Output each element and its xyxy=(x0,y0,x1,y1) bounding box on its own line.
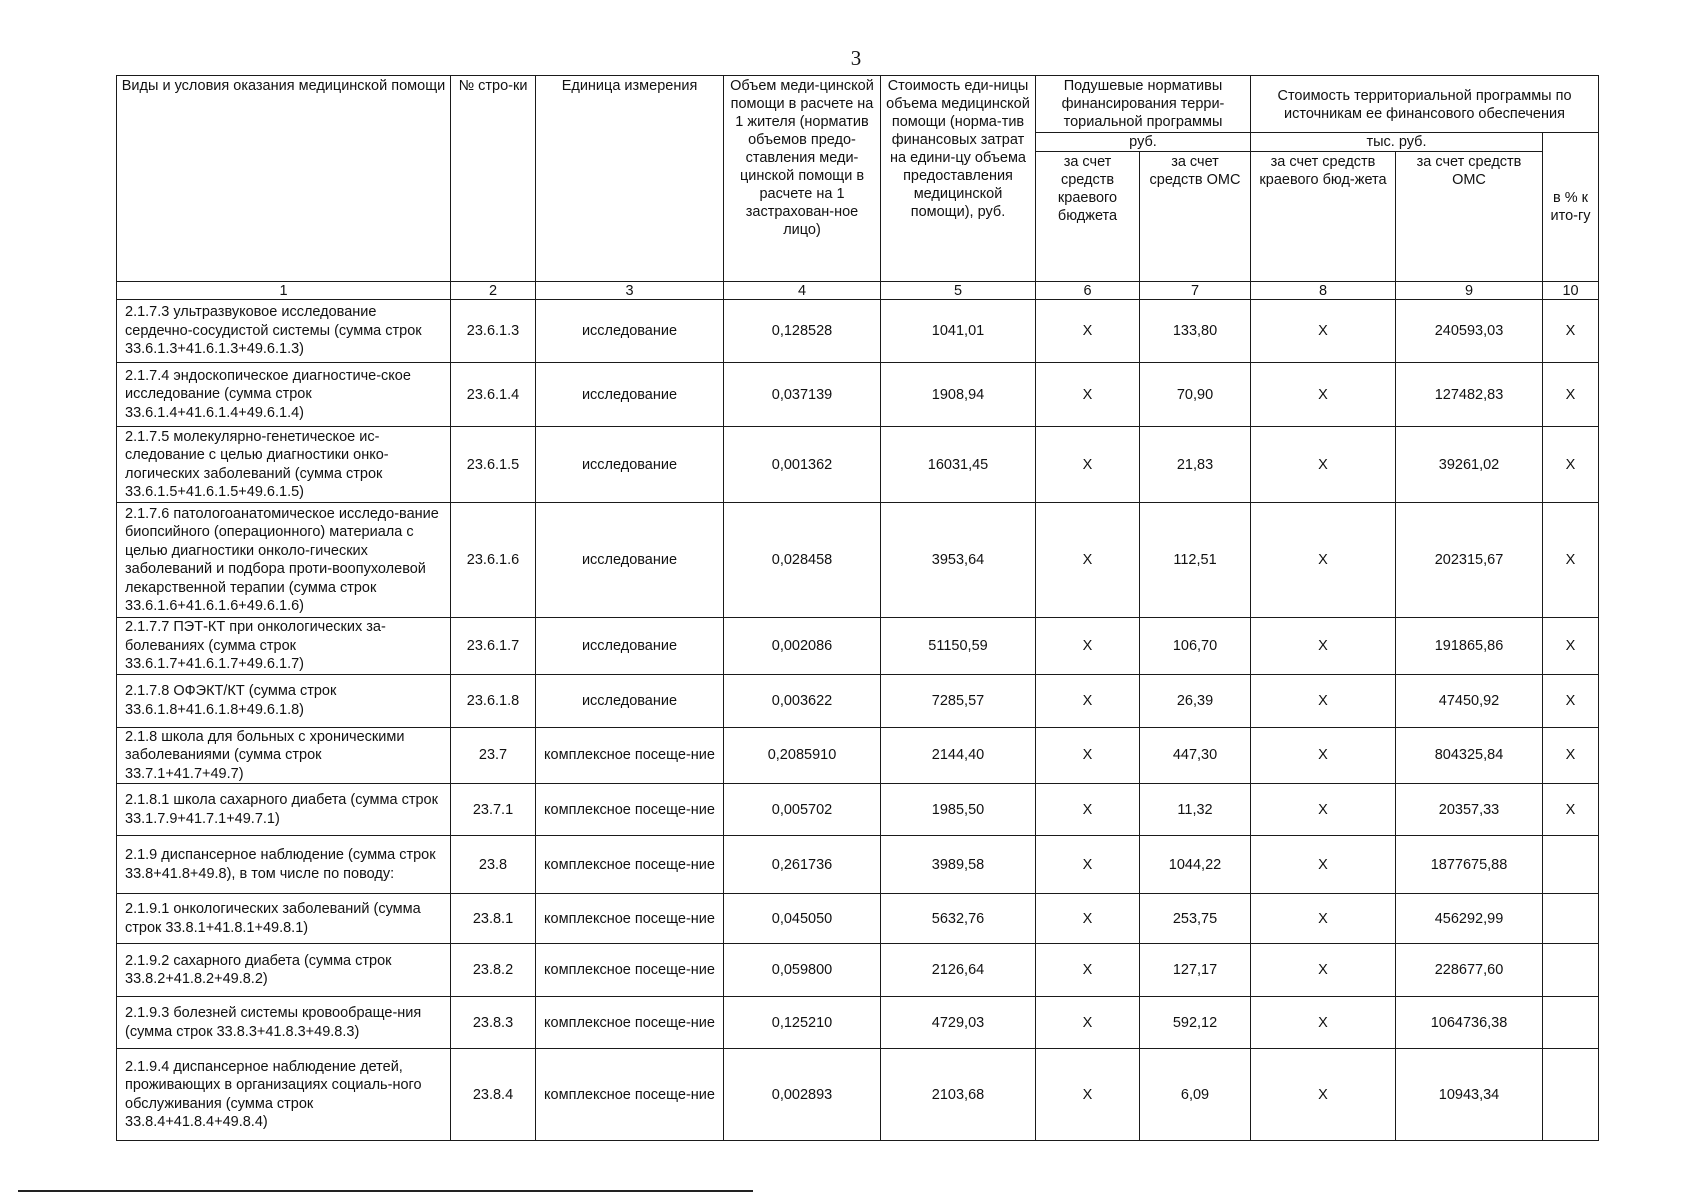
row-oms-cost: 456292,99 xyxy=(1396,894,1543,944)
row-volume: 0,2085910 xyxy=(724,727,881,784)
row-description: 2.1.7.6 патологоанатомическое исследо-вание биопсийного (операционного) материала с целью диагностики онколо-гических заболеваний и подбора проти-воопухолевой лекарственной терапии (сумма строк 33.6.1.6+41.6.1.6+49.6.1.6) xyxy=(117,503,451,618)
row-percent: Х xyxy=(1543,618,1599,675)
row-regional-budget-cost: Х xyxy=(1251,727,1396,784)
row-regional-budget-per-capita: Х xyxy=(1036,503,1140,618)
column-number: 8 xyxy=(1251,282,1396,300)
row-percent: Х xyxy=(1543,674,1599,727)
row-unit: комплексное посеще-ние xyxy=(536,727,724,784)
row-unit-cost: 16031,45 xyxy=(881,427,1036,503)
row-number: 23.6.1.5 xyxy=(451,427,536,503)
row-number: 23.6.1.3 xyxy=(451,300,536,363)
row-regional-budget-cost: Х xyxy=(1251,894,1396,944)
table-body xyxy=(117,300,1599,1141)
table-row xyxy=(117,784,1599,836)
row-description: 2.1.8.1 школа сахарного диабета (сумма строк 33.1.7.9+41.7.1+49.7.1) xyxy=(117,784,451,836)
column-number: 6 xyxy=(1036,282,1140,300)
row-unit: комплексное посеще-ние xyxy=(536,1049,724,1141)
row-unit-cost: 5632,76 xyxy=(881,894,1036,944)
row-oms-per-capita: 127,17 xyxy=(1140,944,1251,997)
header-unit: Единица измерения xyxy=(536,76,724,282)
table-row xyxy=(117,894,1599,944)
footnote-separator xyxy=(18,1190,753,1192)
row-unit-cost: 1041,01 xyxy=(881,300,1036,363)
row-percent xyxy=(1543,894,1599,944)
table-row xyxy=(117,300,1599,363)
row-oms-cost: 127482,83 xyxy=(1396,363,1543,427)
table-row xyxy=(117,997,1599,1049)
row-regional-budget-cost: Х xyxy=(1251,784,1396,836)
row-oms-per-capita: 253,75 xyxy=(1140,894,1251,944)
row-number: 23.7.1 xyxy=(451,784,536,836)
row-unit-cost: 2144,40 xyxy=(881,727,1036,784)
table-row xyxy=(117,727,1599,784)
row-volume: 0,003622 xyxy=(724,674,881,727)
row-unit-cost: 3953,64 xyxy=(881,503,1036,618)
row-regional-budget-cost: Х xyxy=(1251,300,1396,363)
row-percent xyxy=(1543,836,1599,894)
table-header xyxy=(117,76,1599,300)
row-unit-cost: 4729,03 xyxy=(881,997,1036,1049)
row-unit-cost: 1908,94 xyxy=(881,363,1036,427)
row-oms-per-capita: 592,12 xyxy=(1140,997,1251,1049)
row-regional-budget-cost: Х xyxy=(1251,997,1396,1049)
row-description: 2.1.7.3 ультразвуковое исследование сердечно-сосудистой системы (сумма строк 33.6.1.3+41.6.1.3+49.6.1.3) xyxy=(117,300,451,363)
row-regional-budget-cost: Х xyxy=(1251,503,1396,618)
table-row xyxy=(117,1049,1599,1141)
row-number: 23.8.1 xyxy=(451,894,536,944)
row-description: 2.1.7.5 молекулярно-генетическое ис-следование с целью диагностики онко-логических заболеваний (сумма строк 33.6.1.5+41.6.1.5+49.6.1.5) xyxy=(117,427,451,503)
row-unit: комплексное посеще-ние xyxy=(536,944,724,997)
row-volume: 0,037139 xyxy=(724,363,881,427)
row-oms-cost: 10943,34 xyxy=(1396,1049,1543,1141)
row-unit: комплексное посеще-ние xyxy=(536,836,724,894)
row-oms-per-capita: 1044,22 xyxy=(1140,836,1251,894)
row-description: 2.1.9.3 болезней системы кровообраще-ния (сумма строк 33.8.3+41.8.3+49.8.3) xyxy=(117,997,451,1049)
table-row xyxy=(117,674,1599,727)
row-regional-budget-per-capita: Х xyxy=(1036,997,1140,1049)
row-regional-budget-per-capita: Х xyxy=(1036,727,1140,784)
table-row xyxy=(117,836,1599,894)
row-regional-budget-per-capita: Х xyxy=(1036,300,1140,363)
row-volume: 0,002086 xyxy=(724,618,881,675)
row-unit-cost: 51150,59 xyxy=(881,618,1036,675)
row-oms-per-capita: 21,83 xyxy=(1140,427,1251,503)
table-row xyxy=(117,363,1599,427)
row-percent xyxy=(1543,997,1599,1049)
row-unit-cost: 7285,57 xyxy=(881,674,1036,727)
row-unit: исследование xyxy=(536,363,724,427)
row-number: 23.8.3 xyxy=(451,997,536,1049)
row-volume: 0,125210 xyxy=(724,997,881,1049)
row-number: 23.8.2 xyxy=(451,944,536,997)
row-regional-budget-cost: Х xyxy=(1251,618,1396,675)
row-oms-per-capita: 6,09 xyxy=(1140,1049,1251,1141)
row-regional-budget-per-capita: Х xyxy=(1036,618,1140,675)
row-volume: 0,059800 xyxy=(724,944,881,997)
row-regional-budget-cost: Х xyxy=(1251,427,1396,503)
row-regional-budget-cost: Х xyxy=(1251,944,1396,997)
row-number: 23.8.4 xyxy=(451,1049,536,1141)
row-volume: 0,005702 xyxy=(724,784,881,836)
row-volume: 0,261736 xyxy=(724,836,881,894)
row-oms-per-capita: 133,80 xyxy=(1140,300,1251,363)
row-oms-cost: 39261,02 xyxy=(1396,427,1543,503)
row-unit-cost: 3989,58 xyxy=(881,836,1036,894)
row-regional-budget-cost: Х xyxy=(1251,836,1396,894)
row-percent: Х xyxy=(1543,427,1599,503)
row-oms-cost: 1877675,88 xyxy=(1396,836,1543,894)
row-oms-cost: 804325,84 xyxy=(1396,727,1543,784)
table-row xyxy=(117,944,1599,997)
row-regional-budget-per-capita: Х xyxy=(1036,1049,1140,1141)
column-number: 9 xyxy=(1396,282,1543,300)
header-row-number: № стро-ки xyxy=(451,76,536,282)
row-oms-per-capita: 11,32 xyxy=(1140,784,1251,836)
row-regional-budget-per-capita: Х xyxy=(1036,427,1140,503)
header-percent: в % к ито-гу xyxy=(1543,133,1599,282)
row-number: 23.6.1.8 xyxy=(451,674,536,727)
header-per-capita-unit: руб. xyxy=(1036,133,1251,152)
table-row xyxy=(117,427,1599,503)
row-regional-budget-per-capita: Х xyxy=(1036,836,1140,894)
row-unit: исследование xyxy=(536,427,724,503)
row-oms-cost: 20357,33 xyxy=(1396,784,1543,836)
medical-care-table xyxy=(116,75,1599,1141)
row-unit: комплексное посеще-ние xyxy=(536,784,724,836)
row-description: 2.1.9 диспансерное наблюдение (сумма строк 33.8+41.8+49.8), в том числе по поводу: xyxy=(117,836,451,894)
row-description: 2.1.9.2 сахарного диабета (сумма строк 33.8.2+41.8.2+49.8.2) xyxy=(117,944,451,997)
row-oms-cost: 191865,86 xyxy=(1396,618,1543,675)
row-unit-cost: 1985,50 xyxy=(881,784,1036,836)
row-percent: Х xyxy=(1543,503,1599,618)
header-per-capita-group: Подушевые нормативы финансирования терри-ториальной программы xyxy=(1036,76,1251,133)
row-percent xyxy=(1543,944,1599,997)
row-unit: исследование xyxy=(536,674,724,727)
row-volume: 0,028458 xyxy=(724,503,881,618)
row-unit: исследование xyxy=(536,300,724,363)
row-description: 2.1.7.4 эндоскопическое диагностиче-ское исследование (сумма строк 33.6.1.4+41.6.1.4+49.6.1.4) xyxy=(117,363,451,427)
row-number: 23.8 xyxy=(451,836,536,894)
row-percent: Х xyxy=(1543,363,1599,427)
header-regional-budget-cost: за счет средств краевого бюд-жета xyxy=(1251,152,1396,282)
header-oms-cost: за счет средств ОМС xyxy=(1396,152,1543,282)
row-unit: исследование xyxy=(536,503,724,618)
row-regional-budget-cost: Х xyxy=(1251,363,1396,427)
row-regional-budget-per-capita: Х xyxy=(1036,784,1140,836)
column-number: 1 xyxy=(117,282,451,300)
row-oms-cost: 240593,03 xyxy=(1396,300,1543,363)
row-volume: 0,002893 xyxy=(724,1049,881,1141)
column-number: 4 xyxy=(724,282,881,300)
header-unit-cost: Стоимость еди-ницы объема медицинской помощи (норма-тив финансовых затрат на едини-цу объема предоставления медицинской помощи), руб. xyxy=(881,76,1036,282)
row-description: 2.1.7.7 ПЭТ-КТ при онкологических за-болеваниях (сумма строк 33.6.1.7+41.6.1.7+49.6.1.7) xyxy=(117,618,451,675)
column-number: 5 xyxy=(881,282,1036,300)
row-description: 2.1.9.4 диспансерное наблюдение детей, проживающих в организациях социаль-ного обслуживания (сумма строк 33.8.4+41.8.4+49.8.4) xyxy=(117,1049,451,1141)
row-unit: комплексное посеще-ние xyxy=(536,894,724,944)
row-oms-cost: 228677,60 xyxy=(1396,944,1543,997)
row-oms-per-capita: 26,39 xyxy=(1140,674,1251,727)
row-regional-budget-per-capita: Х xyxy=(1036,674,1140,727)
row-oms-per-capita: 112,51 xyxy=(1140,503,1251,618)
header-type-conditions: Виды и условия оказания медицинской помощи xyxy=(117,76,451,282)
row-volume: 0,128528 xyxy=(724,300,881,363)
column-numbers-row xyxy=(117,282,1599,300)
row-percent xyxy=(1543,1049,1599,1141)
header-volume: Объем меди-цинской помощи в расчете на 1 жителя (норматив объемов предо-ставления меди-цинской помощи в расчете на 1 застрахован-ное лицо) xyxy=(724,76,881,282)
page-number: 3 xyxy=(850,46,862,70)
header-regional-budget-per-capita: за счет средств краевого бюджета xyxy=(1036,152,1140,282)
row-volume: 0,001362 xyxy=(724,427,881,503)
row-unit-cost: 2126,64 xyxy=(881,944,1036,997)
row-description: 2.1.7.8 ОФЭКТ/КТ (сумма строк 33.6.1.8+41.6.1.8+49.6.1.8) xyxy=(117,674,451,727)
header-program-cost-group: Стоимость территориальной программы по источникам ее финансового обеспечения xyxy=(1251,76,1599,133)
row-regional-budget-cost: Х xyxy=(1251,674,1396,727)
row-oms-cost: 1064736,38 xyxy=(1396,997,1543,1049)
row-percent: Х xyxy=(1543,727,1599,784)
row-number: 23.6.1.7 xyxy=(451,618,536,675)
header-program-cost-unit: тыс. руб. xyxy=(1251,133,1543,152)
row-regional-budget-per-capita: Х xyxy=(1036,894,1140,944)
row-oms-cost: 202315,67 xyxy=(1396,503,1543,618)
row-regional-budget-cost: Х xyxy=(1251,1049,1396,1141)
row-number: 23.6.1.6 xyxy=(451,503,536,618)
column-number: 3 xyxy=(536,282,724,300)
table-row xyxy=(117,618,1599,675)
column-number: 7 xyxy=(1140,282,1251,300)
row-oms-per-capita: 447,30 xyxy=(1140,727,1251,784)
row-description: 2.1.8 школа для больных с хроническими заболеваниями (сумма строк 33.7.1+41.7+49.7) xyxy=(117,727,451,784)
row-oms-per-capita: 106,70 xyxy=(1140,618,1251,675)
row-unit: исследование xyxy=(536,618,724,675)
row-oms-cost: 47450,92 xyxy=(1396,674,1543,727)
row-regional-budget-per-capita: Х xyxy=(1036,944,1140,997)
row-unit-cost: 2103,68 xyxy=(881,1049,1036,1141)
row-number: 23.6.1.4 xyxy=(451,363,536,427)
row-percent: Х xyxy=(1543,300,1599,363)
row-regional-budget-per-capita: Х xyxy=(1036,363,1140,427)
column-number: 2 xyxy=(451,282,536,300)
row-volume: 0,045050 xyxy=(724,894,881,944)
table-row xyxy=(117,503,1599,618)
row-description: 2.1.9.1 онкологических заболеваний (сумма строк 33.8.1+41.8.1+49.8.1) xyxy=(117,894,451,944)
row-percent: Х xyxy=(1543,784,1599,836)
row-unit: комплексное посеще-ние xyxy=(536,997,724,1049)
header-oms-per-capita: за счет средств ОМС xyxy=(1140,152,1251,282)
row-number: 23.7 xyxy=(451,727,536,784)
row-oms-per-capita: 70,90 xyxy=(1140,363,1251,427)
column-number: 10 xyxy=(1543,282,1599,300)
